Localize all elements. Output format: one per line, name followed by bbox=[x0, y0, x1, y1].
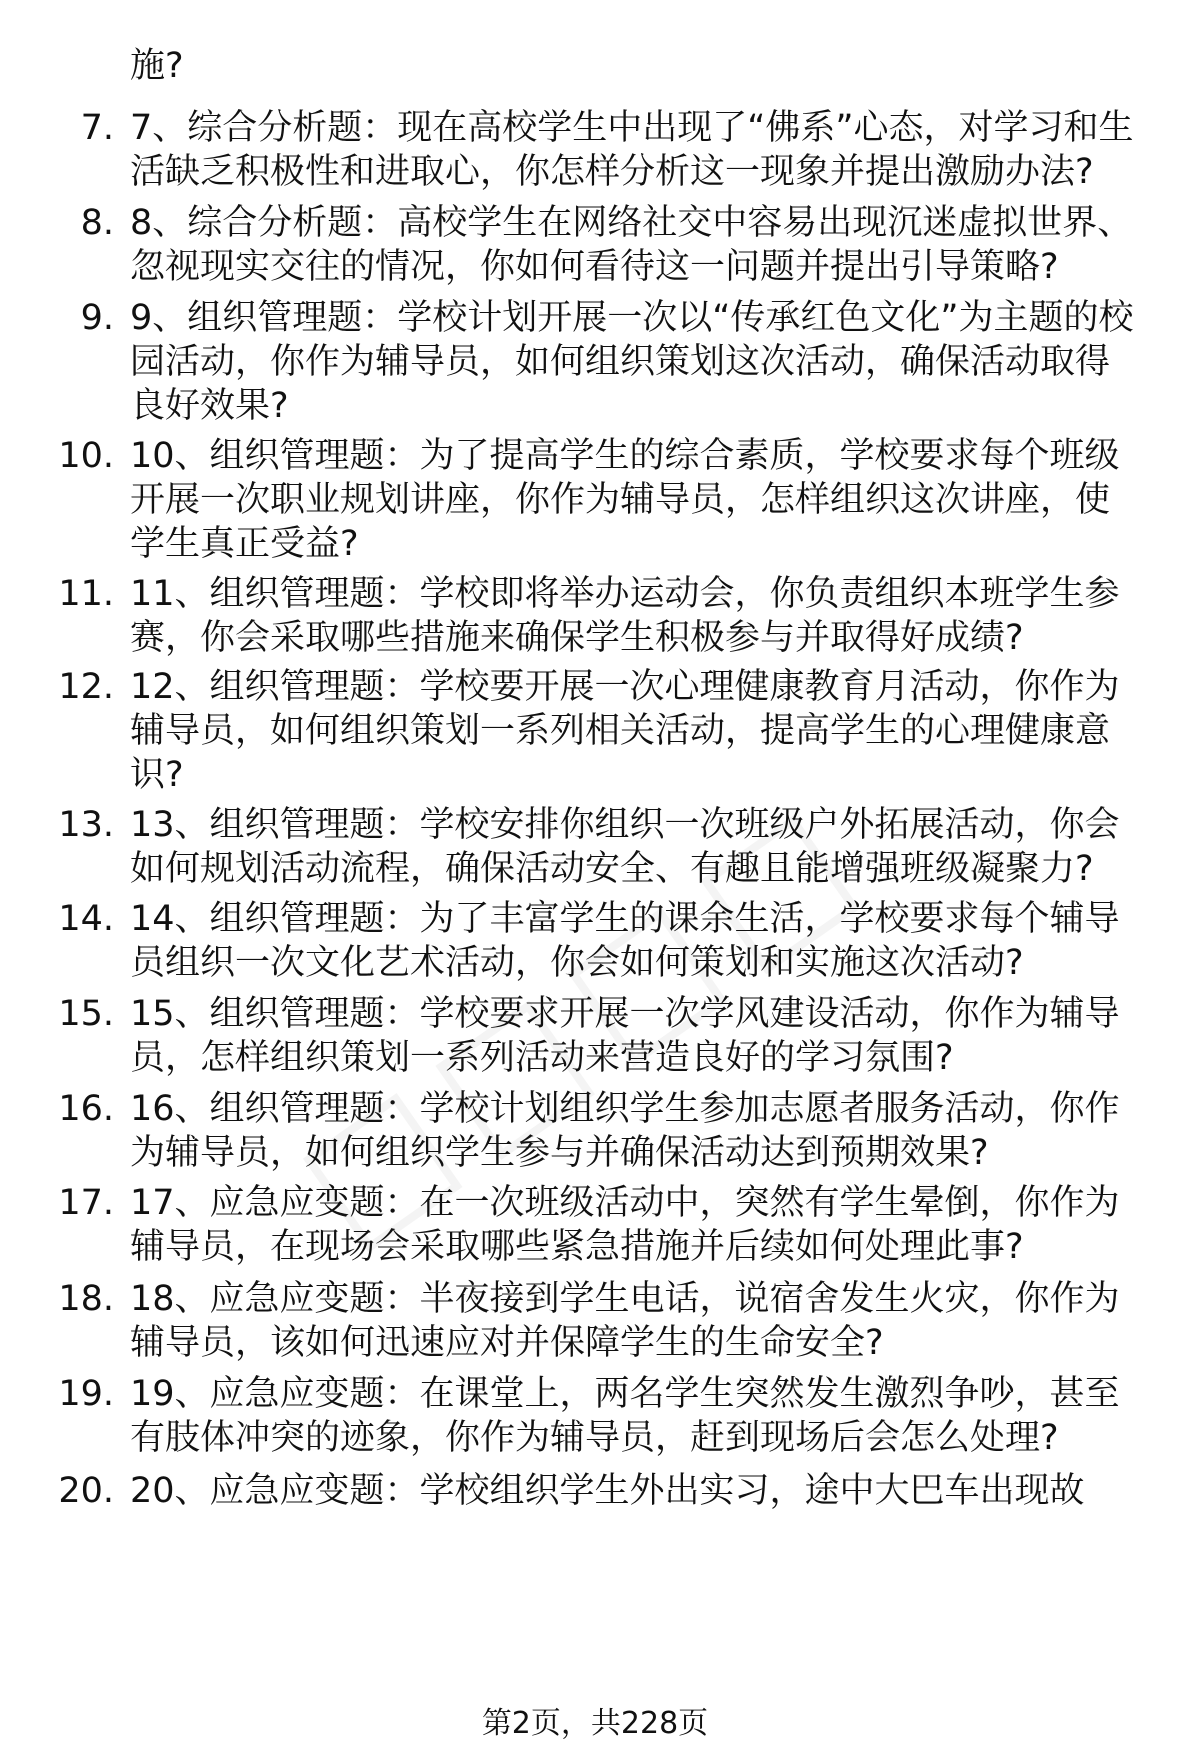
question-line: 14、组织管理题：为了丰富学生的课余生活，学校要求每个辅导 bbox=[130, 899, 1120, 939]
question-line: 为辅导员，如何组织学生参与并确保活动达到预期效果? bbox=[130, 1133, 989, 1173]
question-line: 18、应急应变题：半夜接到学生电话，说宿舍发生火灾，你作为 bbox=[130, 1279, 1120, 1319]
question-line: 员，怎样组织策划一系列活动来营造良好的学习氛围? bbox=[130, 1038, 954, 1078]
question-line: 19、应急应变题：在课堂上，两名学生突然发生激烈争吵，甚至 bbox=[130, 1374, 1120, 1414]
question-line: 识? bbox=[130, 755, 184, 795]
question-text bbox=[130, 1372, 1160, 1460]
question-number: 12. bbox=[58, 667, 114, 707]
question-text bbox=[130, 434, 1160, 566]
page-footer: 第2页，共228页 bbox=[481, 1706, 709, 1741]
question-line: 忽视现实交往的情况，你如何看待这一问题并提出引导策略? bbox=[130, 247, 1059, 287]
question-number: 15. bbox=[58, 994, 114, 1034]
question-line: 良好效果? bbox=[130, 386, 289, 426]
question-number: 18. bbox=[58, 1279, 114, 1319]
question-line: 如何规划活动流程，确保活动安全、有趣且能增强班级凝聚力? bbox=[130, 849, 1094, 889]
question-text bbox=[130, 992, 1160, 1080]
question-number: 17. bbox=[58, 1183, 114, 1223]
question-text bbox=[130, 1087, 1160, 1175]
question-line: 开展一次职业规划讲座，你作为辅导员，怎样组织这次讲座，使 bbox=[130, 480, 1111, 520]
question-text bbox=[130, 803, 1160, 891]
question-text bbox=[130, 897, 1160, 985]
question-number: 10. bbox=[58, 436, 114, 476]
question-line: 辅导员，如何组织策划一系列相关活动，提高学生的心理健康意 bbox=[130, 711, 1111, 751]
question-line: 员组织一次文化艺术活动，你会如何策划和实施这次活动? bbox=[130, 943, 1024, 983]
question-line: 学生真正受益? bbox=[130, 524, 359, 564]
question-number: 7. bbox=[80, 108, 114, 148]
question-line: 活缺乏积极性和进取心，你怎样分析这一现象并提出激励办法? bbox=[130, 152, 1094, 192]
question-line: 15、组织管理题：学校要求开展一次学风建设活动，你作为辅导 bbox=[130, 994, 1120, 1034]
question-text bbox=[130, 201, 1160, 289]
question-number: 14. bbox=[58, 899, 114, 939]
question-number: 9. bbox=[80, 298, 114, 338]
question-text bbox=[130, 572, 1160, 660]
question-line: 赛，你会采取哪些措施来确保学生积极参与并取得好成绩? bbox=[130, 618, 1024, 658]
question-number: 16. bbox=[58, 1089, 114, 1129]
question-number: 13. bbox=[58, 805, 114, 845]
question-line: 20、应急应变题：学校组织学生外出实习，途中大巴车出现故 bbox=[130, 1471, 1085, 1511]
question-line: 11、组织管理题：学校即将举办运动会，你负责组织本班学生参 bbox=[130, 574, 1120, 614]
question-text bbox=[130, 106, 1160, 194]
question-text bbox=[130, 296, 1160, 428]
question-line: 17、应急应变题：在一次班级活动中，突然有学生晕倒，你作为 bbox=[130, 1183, 1120, 1223]
question-line: 园活动，你作为辅导员，如何组织策划这次活动，确保活动取得 bbox=[130, 342, 1111, 382]
question-text bbox=[130, 665, 1160, 797]
question-line: 8、综合分析题：高校学生在网络社交中容易出现沉迷虚拟世界、 bbox=[130, 203, 1133, 243]
question-text bbox=[130, 1277, 1160, 1365]
question-line: 12、组织管理题：学校要开展一次心理健康教育月活动，你作为 bbox=[130, 667, 1120, 707]
question-line: 辅导员，在现场会采取哪些紧急措施并后续如何处理此事? bbox=[130, 1227, 1024, 1267]
question-line: 10、组织管理题：为了提高学生的综合素质，学校要求每个班级 bbox=[130, 436, 1120, 476]
question-line: 有肢体冲突的迹象，你作为辅导员，赶到现场后会怎么处理? bbox=[130, 1418, 1059, 1458]
question-line: 16、组织管理题：学校计划组织学生参加志愿者服务活动，你作 bbox=[130, 1089, 1120, 1129]
question-line: 9、组织管理题：学校计划开展一次以“传承红色文化”为主题的校 bbox=[130, 298, 1134, 338]
question-line: 辅导员，该如何迅速应对并保障学生的生命安全? bbox=[130, 1323, 884, 1363]
question-number: 11. bbox=[58, 574, 114, 614]
question-number: 20. bbox=[58, 1471, 114, 1511]
continuation-text: 施? bbox=[130, 46, 184, 86]
question-line: 13、组织管理题：学校安排你组织一次班级户外拓展活动，你会 bbox=[130, 805, 1120, 845]
question-number: 19. bbox=[58, 1374, 114, 1414]
question-line: 7、综合分析题：现在高校学生中出现了“佛系”心态，对学习和生 bbox=[130, 108, 1134, 148]
question-text bbox=[130, 1181, 1160, 1269]
question-number: 8. bbox=[80, 203, 114, 243]
question-text bbox=[130, 1469, 1160, 1513]
